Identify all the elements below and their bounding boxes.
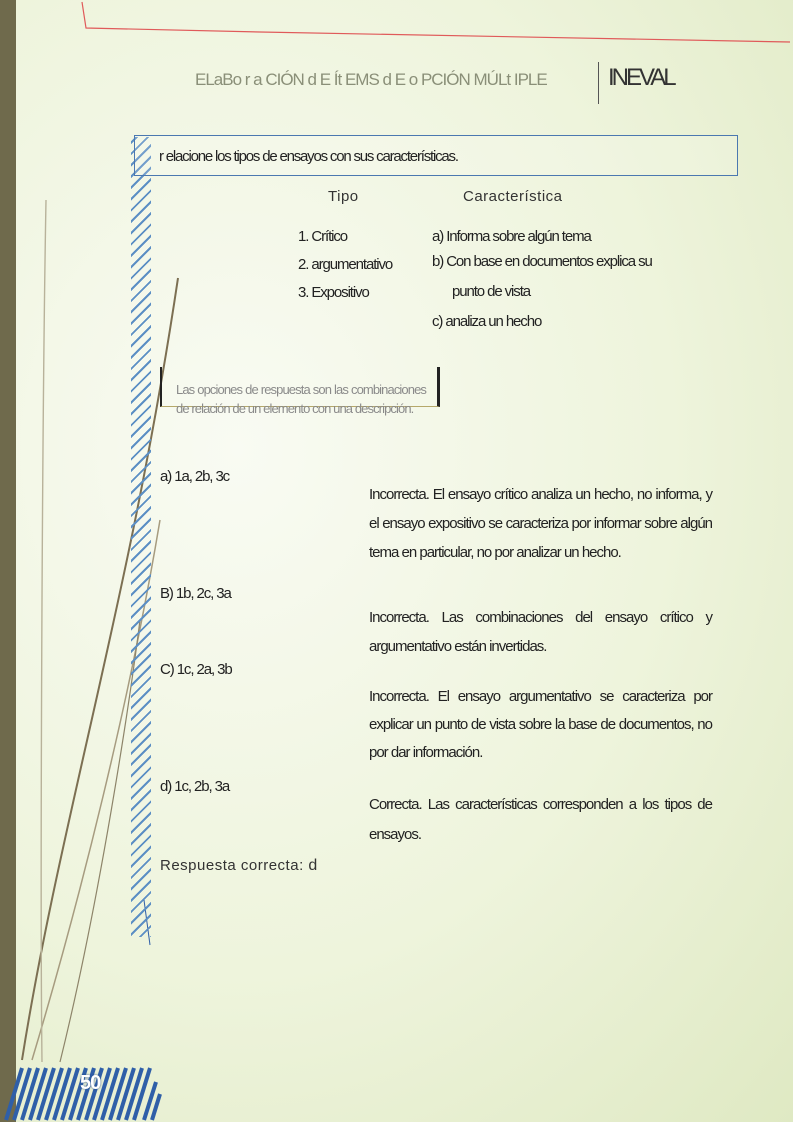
option-label: B) 1b, 2c, 3a (160, 585, 231, 602)
characteristic-item: punto de vista (452, 283, 530, 300)
header-red-line (82, 2, 790, 42)
question-prompt: r elacione los tipos de ensayos con sus características. (159, 148, 458, 165)
decorative-stem (22, 278, 178, 1060)
characteristic-item: a) Informa sobre algún tema (432, 228, 591, 245)
column-header-type: Tipo (328, 188, 359, 205)
correct-answer (160, 857, 317, 875)
option-feedback: Incorrecta. Las combinaciones del ensayo crítico y argumentativo están invertidas. (369, 609, 712, 655)
hatch-stripe (131, 137, 151, 937)
characteristic-item: b) Con base en documentos explica su (432, 253, 652, 270)
characteristic-item: c) analiza un hecho (432, 313, 542, 330)
header-separator (598, 62, 599, 104)
type-item: 2. argumentativo (298, 256, 393, 273)
header-logo: INEVAL (608, 64, 674, 91)
note-text: Las opciones de respuesta son las combinaciones de relación de un elemento con una descripción. (176, 382, 426, 416)
option-feedback: Correcta. Las características corresponden a los tipos de ensayos. (369, 796, 712, 843)
page-number: 50 (80, 1072, 101, 1094)
type-item: 1. Crítico (298, 228, 348, 245)
correct-answer-value: d (308, 857, 318, 874)
column-header-characteristic: Característica (463, 188, 563, 205)
type-item: 3. Expositivo (298, 284, 369, 301)
option-label: d) 1c, 2b, 3a (160, 778, 230, 795)
option-label: C) 1c, 2a, 3b (160, 661, 232, 678)
header-title: ELaBo r a CIÓN d E Ít EMS d E o PCIÓN MÚLt IPLE (195, 70, 547, 89)
correct-answer-label: Respuesta correcta: (160, 857, 304, 874)
option-feedback: Incorrecta. El ensayo crítico analiza un hecho, no informa, y el ensayo expositivo se caracteriza por informar sobre algún tema en particular, no por analizar un hecho. (369, 486, 712, 561)
option-label: a) 1a, 2b, 3c (160, 468, 230, 485)
option-feedback: Incorrecta. El ensayo argumentativo se caracteriza por explicar un punto de vista sobre la base de documentos, no por dar información. (369, 688, 712, 761)
